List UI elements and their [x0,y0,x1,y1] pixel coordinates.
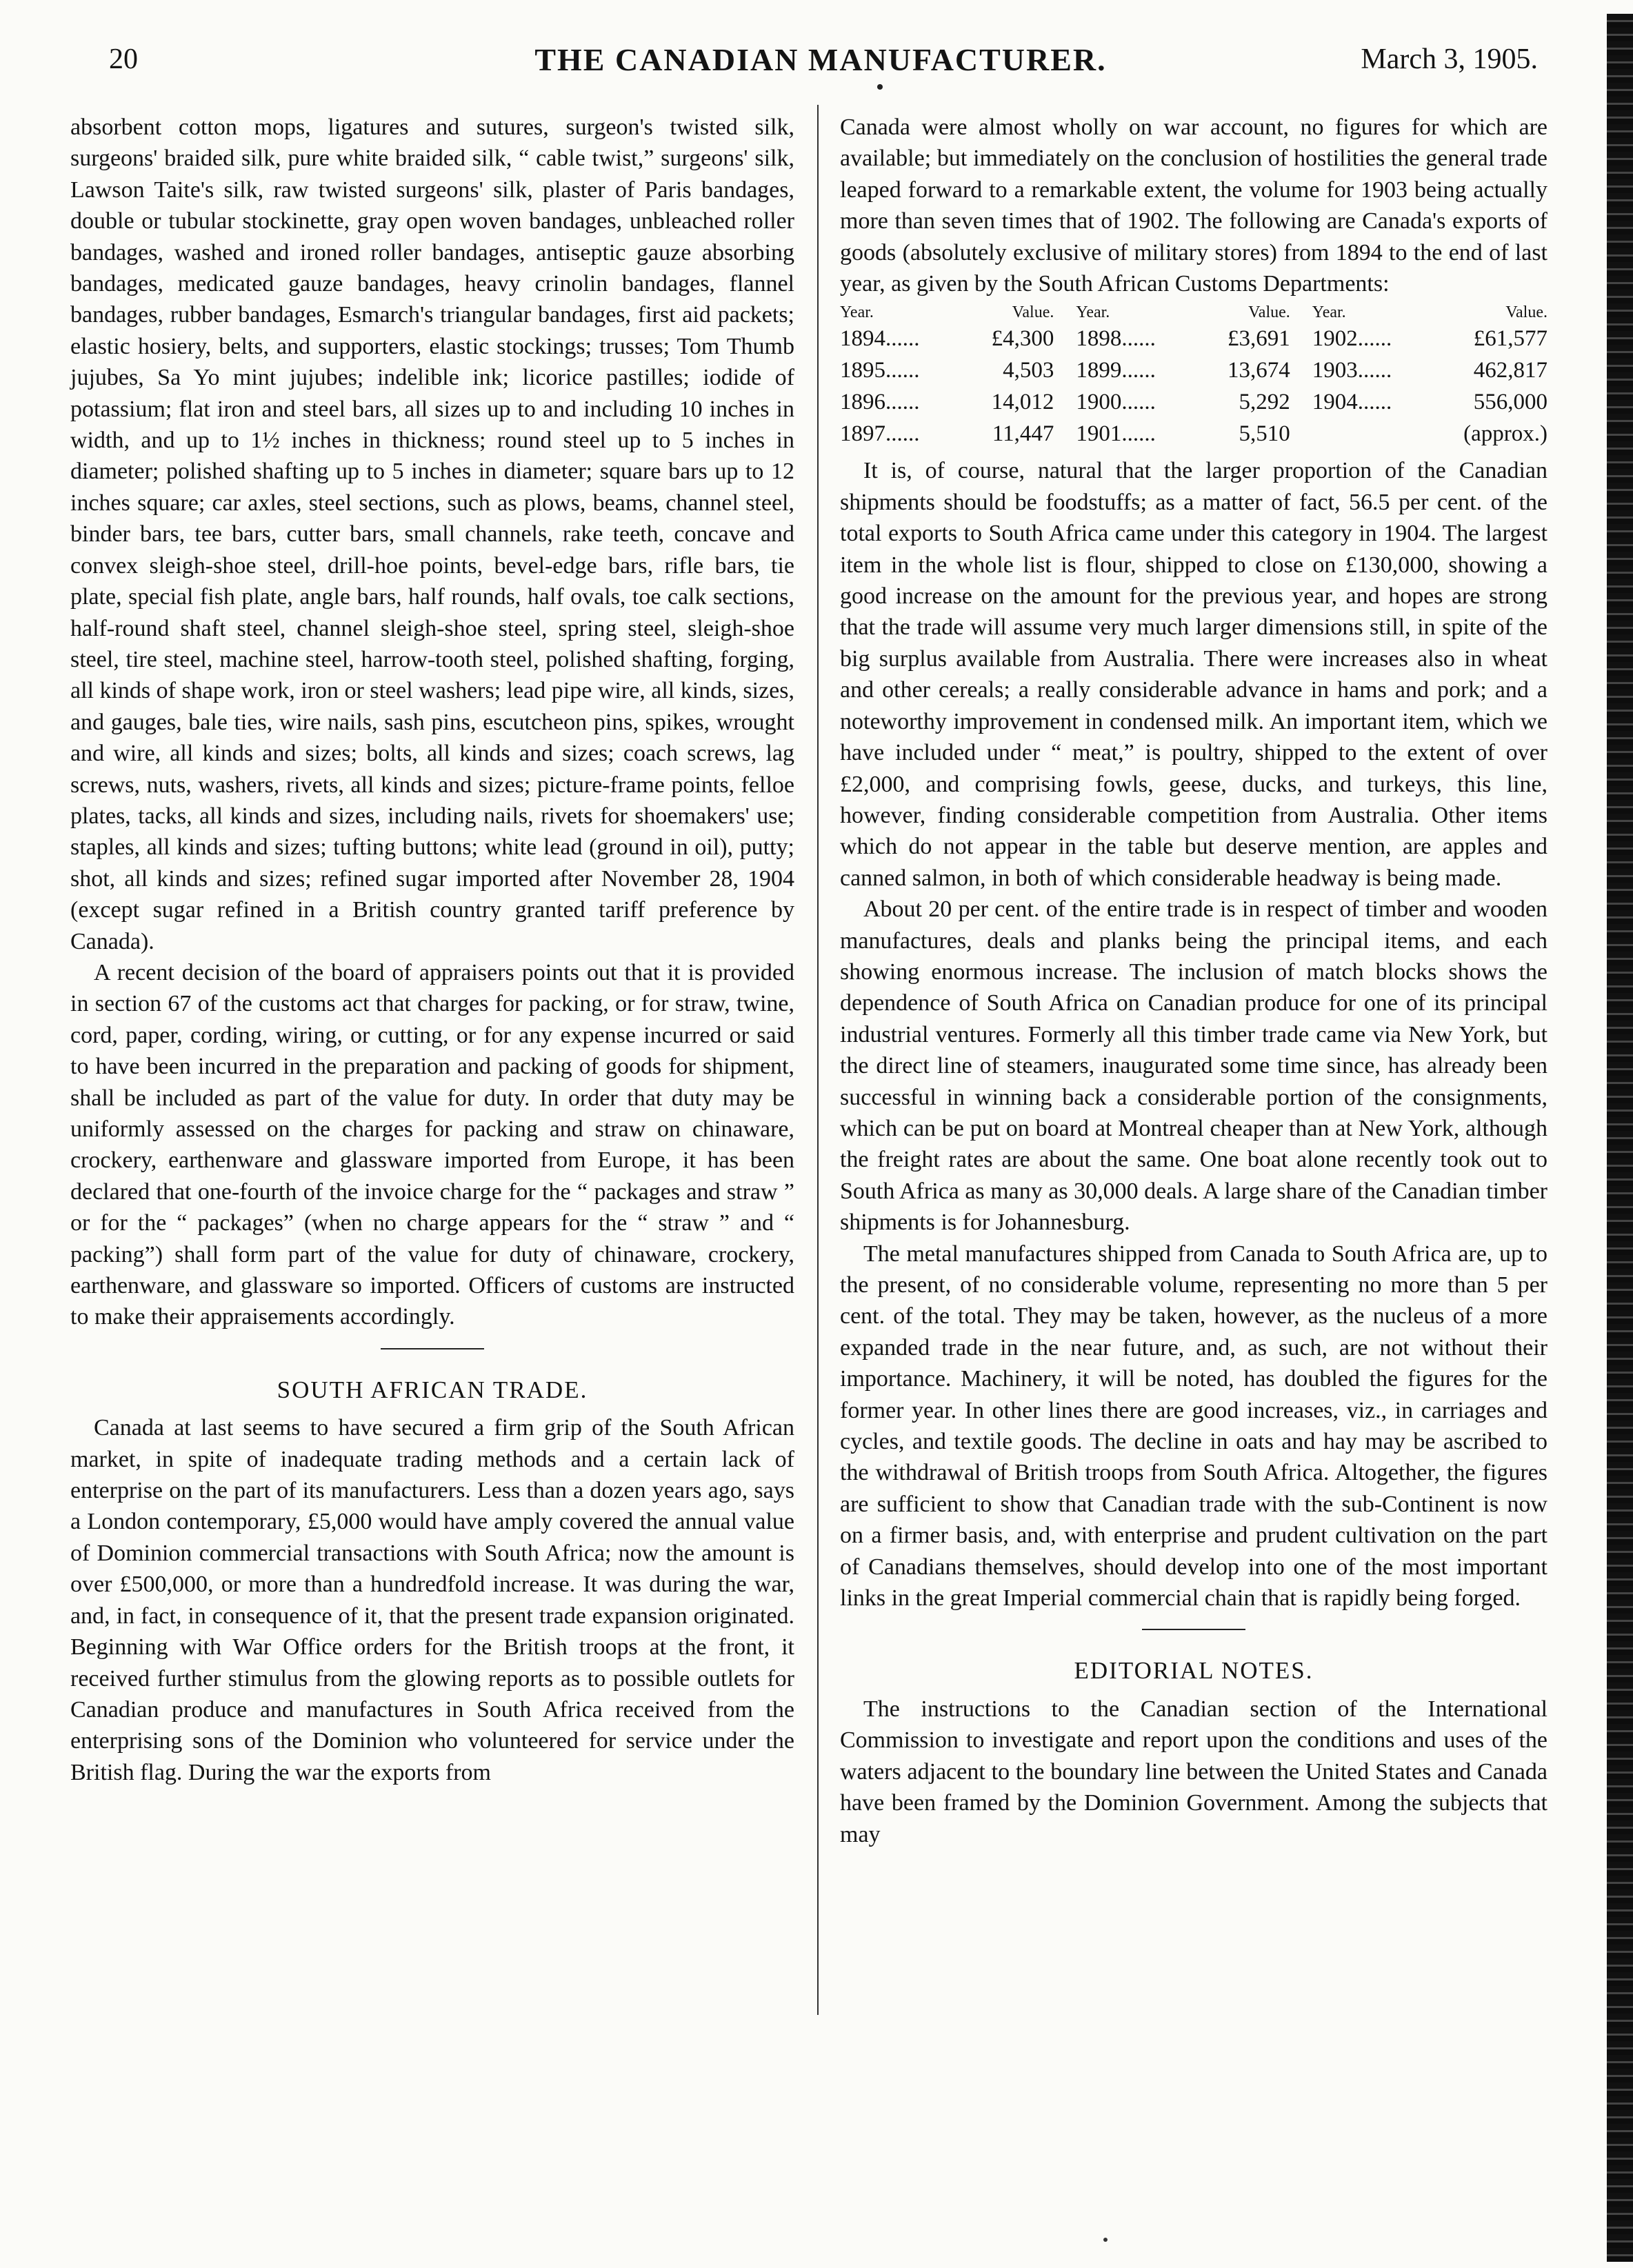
table-cell: 1901...... [1076,421,1156,447]
scan-edge-bar [1607,14,1633,2262]
table-cell: 11,447 [992,421,1054,447]
table-row [840,354,1547,386]
editorial-notes-paragraph: The instructions to the Canadian section of the International Commission to investigate and report upon the conditions and uses of the waters adjacent to the boundary line between the United States and Canada have been framed by the Dominion Government. Among the subjects that may [840,1696,1547,1847]
appraisers-decision-paragraph: A recent decision of the board of appraisers points out that it is provided in section 67 of the customs act that charges for packing, or for straw, twine, cord, paper, cording, wiring, or cutting, or for any expense incurred or said to have been incurred in the preparation and packing of goods for shipment, shall be included as part of the value for duty. In order that duty may be uniformly assessed on the charges for packing and straw on chinaware, crockery, earthenware and glassware imported from Europe, it has been declared that one-fourth of the invoice charge for the “ packages and straw ” or for the “ packages” (when no charge appears for the “ straw ” and “ packing”) shall form part of the value for duty of chinaware, crockery, earthenware, and glassware so imported. Officers of customs are instructed to make their appraisements accordingly. [70,959,794,1330]
metal-manufactures-paragraph: The metal manufactures shipped from Canada to South Africa are, up to the present, of no considerable volume, representing no more than 5 per cent. of the total. They may be taken, however, as the nucleus of a more expanded trade in the near future, and, as such, are not without their importance. Machinery, it will be noted, has doubled the figures for the former year. In other lines there are good increases, viz., in carriages and cycles, and textile goods. The decline in oats and hay may be ascribed to the withdrawal of British troops from South Africa. Altogether, the figures are sufficient to show that Canadian trade with the sub-Continent is now on a firmer basis, and, with enterprise and prudent cultivation on the part of Canadians themselves, should develop into one of the most important links in the great Imperial commercial chain that is rapidly being forged. [840,1241,1547,1612]
table-cell: 1894...... [840,326,920,352]
table-cell: 1898...... [1076,326,1156,352]
table-header-cell: Value. [1012,303,1054,322]
header-ornament-dot [877,84,883,90]
table-header-cell: Year. [840,303,874,322]
table-header-cell: Year. [1312,303,1346,322]
exports-table [840,302,1547,450]
table-row [840,386,1547,418]
page-header [103,43,1538,84]
table-cell: 5,292 [1239,390,1290,415]
table-header-cell: Year. [1076,303,1110,322]
table-cell: £61,577 [1473,326,1547,352]
table-cell: 1902...... [1312,326,1392,352]
exports-intro-paragraph: Canada were almost wholly on war account, no figures for which are available; but immediately on the conclusion of hostilities the general trade leaped forward to a remarkable extent, the volume for 1903 being actually more than seven times that of 1902. The following are Canada's exports of goods (absolutely exclusive of military stores) from 1894 to the end of last year, as given by the South African Customs Departments: [840,114,1547,297]
foodstuffs-paragraph: It is, of course, natural that the larger proportion of the Canadian shipments should be foodstuffs; as a matter of fact, 56.5 per cent. of the total exports to South Africa came under this category in 1904. The largest item in the whole list is flour, shipped to close on £130,000, showing a good increase on the amount for the previous year, and hopes are strong that the trade will assume very much larger dimensions still, in spite of the big surplus available from Australia. There were increases also in wheat and other cereals; a really considerable advance in hams and pork; and a noteworthy improvement in condensed milk. An important item, which we have included under “ meat,” is poultry, shipped to the extent of over £2,000, and comprising fowls, geese, ducks, and turkeys, this line, however, finding considerable competition from Australia. Other items which do not appear in the table but deserve mention, are apples and canned salmon, in both of which considerable headway is being made. [840,458,1547,891]
table-header-cell: Value. [1248,303,1290,322]
table-cell: 4,503 [1003,358,1054,383]
timber-paragraph: About 20 per cent. of the entire trade is in respect of timber and wooden manufactures, deals and planks being the principal items, and each showing enormous increase. The inclusion of match blocks shows the dependence of South Africa on Canadian produce for one of its principal industrial ventures. Formerly all this timber trade came via New York, but the direct line of steamers, inaugurated some time since, has already been successful in winning back a considerable portion of the consignments, which can be put on board at Montreal cheaper than at New York, although the freight rates are about the same. One boat alone recently took out to South Africa as many as 30,000 deals. A large share of the Canadian timber shipments is for Johannesburg. [840,896,1547,1236]
page-number: 20 [109,43,138,75]
table-cell: 13,674 [1228,358,1290,383]
table-cell: 556,000 [1473,390,1547,415]
tariff-list-paragraph: absorbent cotton mops, ligatures and sutures, surgeon's twisted silk, surgeons' braided silk, pure white braided silk, “ cable twist,” surgeons' silk, Lawson Taite's silk, raw twisted surgeons' silk, plaster of Paris bandages, double or tubular stockinette, gray open woven bandages, unbleached roller bandages, washed and ironed roller bandages, antiseptic gauze absorbing bandages, medicated gauze bandages, heavy crinolin bandages, flannel bandages, rubber bandages, Esmarch's triangular bandages, first aid packets; elastic hosiery, belts, and supporters, elastic stockings; trusses; Tom Thumb jujubes, Sa Yo mint jujubes; indelible ink; licorice pastilles; iodide of potassium; flat iron and steel bars, all sizes up to and including 10 inches in width, and up to 1½ inches in thickness; round steel up to 5 inches in diameter; polished shafting up to 5 inches in diameter; square bars up to 12 inches square; car axles, steel sections, such as plows, beams, channel steel, binder bars, tee bars, cutter bars, small channels, rake teeth, concave and convex sleigh-shoe steel, drill-hoe points, bevel-edge bars, rifle bars, tie plate, special fish plate, angle bars, half rounds, half ovals, toe calk sections, half-round shaft steel, channel sleigh-shoe steel, spring steel, sleigh-shoe steel, tire steel, machine steel, harrow-tooth steel, polished shafting, forging, all kinds of shape work, iron or steel washers; lead pipe wire, all kinds, sizes, and gauges, bale ties, wire nails, sash pins, escutcheon pins, spikes, wrought and wire, all kinds and sizes; bolts, all kinds and sizes; coach screws, lag screws, nuts, washers, rivets, all kinds and sizes; picture-frame points, felloe plates, tacks, all kinds and sizes, including nails, rivets for shoemakers' use; staples, all kinds and sizes; tufting buttons; white lead (ground in oil), putty; shot, all kinds and sizes; refined sugar imported after November 28, 1904 (except sugar refined in a British country granted tariff preference by Canada). [70,114,794,954]
masthead-title: THE CANADIAN MANUFACTURER. [534,42,1107,77]
table-cell: 1899...... [1076,358,1156,383]
table-cell: £3,691 [1228,326,1290,352]
table-cell: 1900...... [1076,390,1156,415]
table-cell: £4,300 [991,326,1054,352]
table-cell: 1903...... [1312,358,1392,383]
south-african-trade-paragraph: Canada at last seems to have secured a firm grip of the South African market, in spite of inadequate trading methods and a certain lack of enterprise on the part of its manufacturers. Less than a dozen years ago, says a London contemporary, £5,000 would have amply covered the annual value of Dominion commercial transactions with South Africa; now the amount is over £500,000, or more than a hundredfold increase. It was during the war, and, in fact, in consequence of it, that the present trade expansion originated. Beginning with War Office orders for the British troops at the front, it received further stimulus from the glowing reports as to possible outlets for Canadian produce and manufactures in South Africa received from the enterprising sons of the Dominion who volunteered for service under the British flag. During the war the exports from [70,1415,794,1785]
section-rule [1142,1629,1245,1630]
right-column [840,112,1547,1850]
table-cell: 1904...... [1312,390,1392,415]
table-cell: 1896...... [840,390,920,415]
editorial-notes-heading: EDITORIAL NOTES. [1074,1657,1314,1685]
print-speck [1103,2238,1108,2242]
left-column [70,112,794,1788]
table-header-row [840,302,1547,323]
section-rule [381,1348,484,1349]
table-cell: 5,510 [1239,421,1290,447]
issue-date: March 3, 1905. [1361,43,1538,75]
table-cell: (approx.) [1463,421,1547,447]
table-cell: 1897...... [840,421,920,447]
table-row [840,323,1547,354]
table-cell [1312,418,1427,450]
table-cell: 1895...... [840,358,920,383]
table-cell: 462,817 [1473,358,1547,383]
table-row [840,418,1547,450]
column-divider [817,105,819,2015]
table-cell: 14,012 [991,390,1054,415]
table-header-cell: Value. [1505,303,1547,322]
south-african-trade-heading: SOUTH AFRICAN TRADE. [277,1376,588,1403]
